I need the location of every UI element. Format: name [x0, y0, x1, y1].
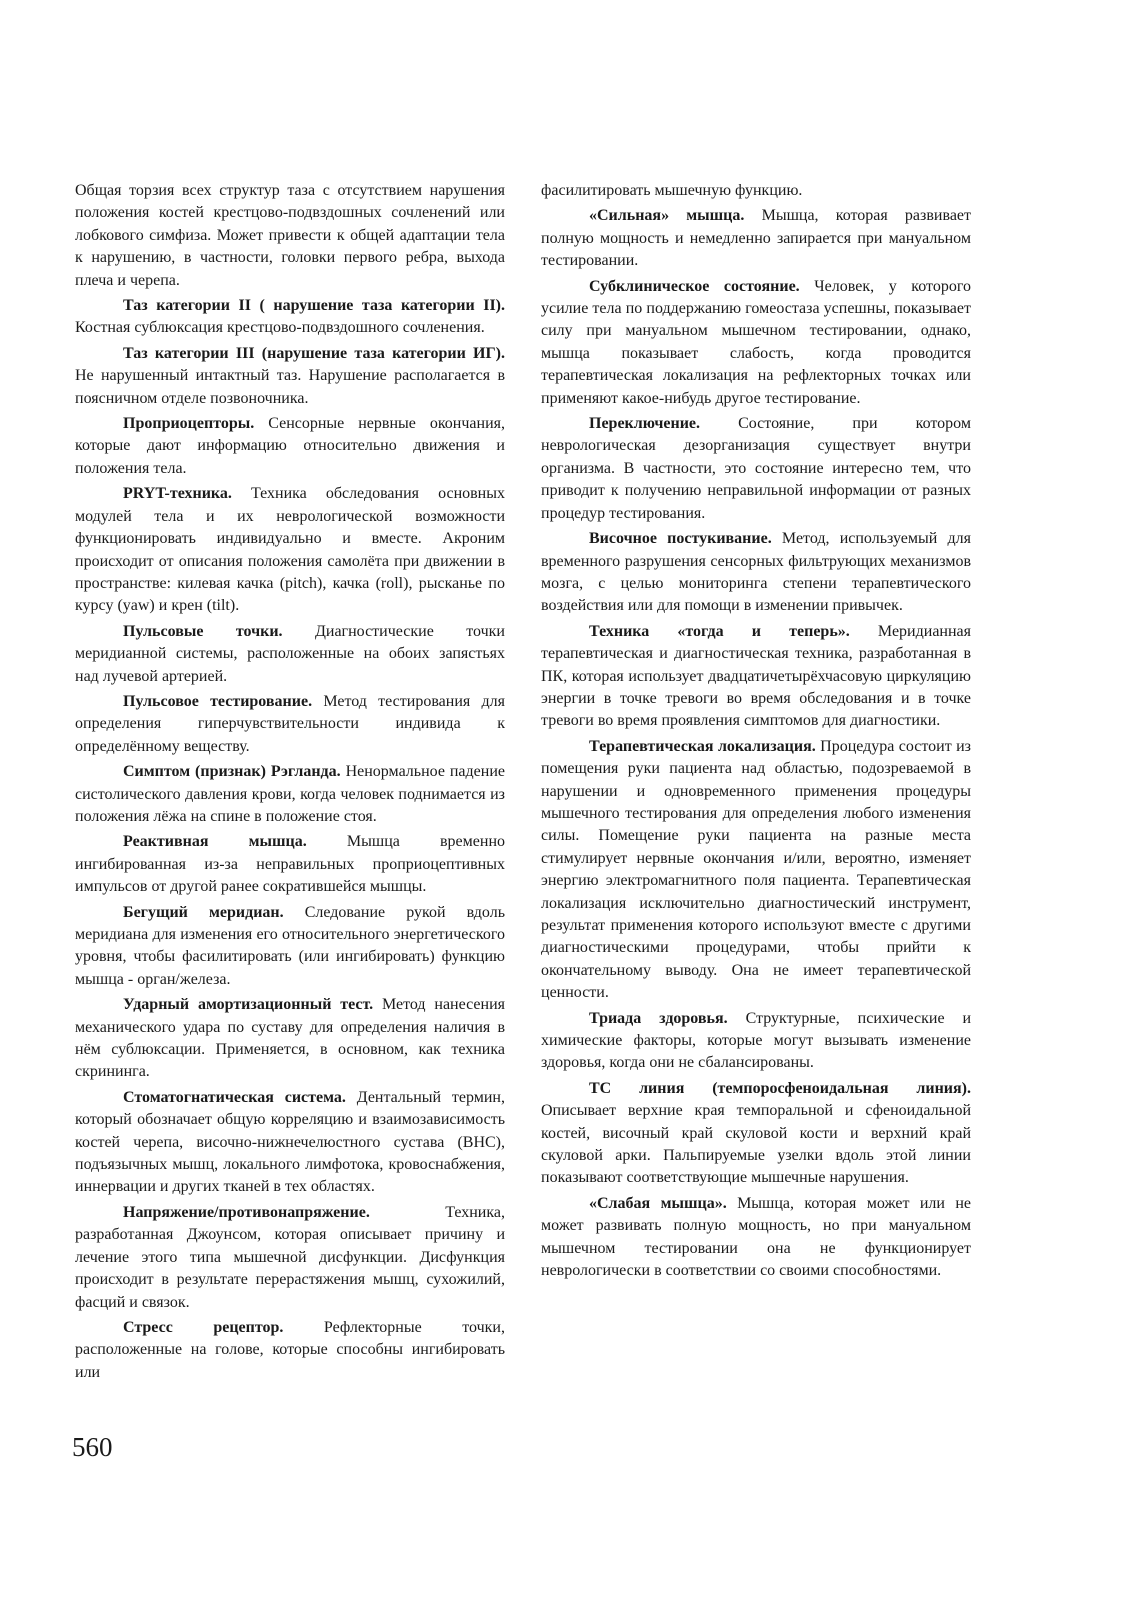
glossary-definition: Костная сублюксация крестцово-подвздошного сочленения.: [75, 319, 485, 337]
glossary-entry: [75, 902, 505, 992]
glossary-entry: [75, 483, 505, 617]
glossary-entry: [75, 295, 505, 340]
glossary-entry: [75, 413, 505, 480]
glossary-entry: [541, 1193, 971, 1283]
glossary-term: Ударный амортизационный тест.: [123, 996, 374, 1014]
glossary-entry: [541, 180, 971, 202]
glossary-definition: Описывает верхние края темпоральной и сфеноидальной костей, височный край скуловой кости и верхний край скуловой арки. Пальпируемые узелки вдоль этой линии показывают соответствующие мышечные нарушения.: [541, 1102, 971, 1187]
glossary-definition: Техника, разработанная Джоунсом, которая описывает причину и лечение этого типа мышечной дисфункции. Дисфункция происходит в результате перерастяжения мышц, сухожилий, фасций и связок.: [75, 1203, 505, 1311]
glossary-term: Стресс рецептор.: [123, 1318, 284, 1336]
glossary-definition: Сенсорные нервные окончания, которые дают информацию относительно движения и положения тела.: [75, 415, 505, 477]
glossary-term: Бегущий меридиан.: [123, 903, 284, 921]
glossary-term: «Сильная» мышца.: [589, 207, 745, 225]
glossary-entry: [541, 621, 971, 733]
glossary-definition: Следование рукой вдоль меридиана для изменения его относительного энергетического уровня, чтобы фасилитировать (или ингибировать) функцию мышца - орган/железа.: [75, 903, 505, 988]
glossary-entry: [541, 205, 971, 272]
glossary-term: Терапевтическая локализация.: [589, 737, 816, 755]
glossary-definition: фасилитировать мышечную функцию.: [541, 182, 803, 199]
glossary-term: Пульсовые точки.: [123, 622, 283, 640]
glossary-term: ТС линия (темпоросфеноидальная линия).: [589, 1079, 971, 1097]
glossary-definition: Структурные, психические и химические факторы, которые могут вызывать изменение здоровья, когда они не сбалансированы.: [541, 1009, 971, 1072]
glossary-term: Таз категории II ( нарушение таза категории II).: [123, 297, 505, 315]
glossary-entry: [75, 343, 505, 410]
glossary-definition: Человек, у которого усилие тела по поддержанию гомеостаза успешны, показывает силу при мануальном мышечном тестировании, однако, мышца показывает слабость, когда проводится терапевтическая локализация на рефлекторных точках или применяют какое-нибудь другое тестирование.: [541, 277, 971, 407]
glossary-term: «Слабая мышца».: [589, 1194, 727, 1212]
glossary-entry: [75, 761, 505, 828]
page-number: 560: [72, 1432, 113, 1462]
glossary-definition: Состояние, при котором неврологическая дезорганизация существует внутри организма. В частности, это состояние интересно тем, что приводит к получению неправильной информации от разных процедур тестирования.: [541, 415, 971, 522]
glossary-term: PRYT-техника.: [123, 485, 232, 503]
right-column: [541, 180, 971, 1286]
glossary-entry: [541, 276, 971, 410]
glossary-term: Височное постукивание.: [589, 530, 772, 548]
glossary-entry: [75, 1087, 505, 1199]
glossary-definition: Техника обследования основных модулей тела и их неврологической возможности функционировать индивидуально и вместе. Акроним происходит от описания положения самолёта при движении в пространстве: килевая качка (pitch), качка (roll), рысканье по курсу (yaw) и крен (tilt).: [75, 485, 505, 615]
glossary-entry: [541, 1008, 971, 1075]
glossary-definition: Метод нанесения механического удара по суставу для определения наличия в нём сублюксации. Применяется, в основном, как техника скрининга.: [75, 996, 505, 1081]
glossary-definition: Процедура состоит из помещения руки пациента над областью, подозреваемой в нарушении и одновременного применения процедуры мышечного тестирования для определения любого изменения силы. Помещение руки пациента на разные места стимулирует нервные окончания и/или, вероятно, изменяет энергию электромагнитного поля пациента. Терапевтическая локализация исключительно диагностический инструмент, результат применения которого используют вместе с другими диагностическими процедурами, чтобы прийти к окончательному выводу. Она не имеет терапевтической ценности.: [541, 737, 971, 1002]
glossary-definition: Дентальный термин, который обозначает общую корреляцию и взаимозависимость костей черепа, височно-нижнечелюстного сустава (ВНС), подъязычных мышц, локального лимфотока, кровоснабжения, иннервации и других тканей в тех областях.: [75, 1088, 505, 1196]
glossary-term: Стоматогнатическая система.: [123, 1088, 346, 1106]
glossary-term: Симптом (признак) Рэгланда.: [123, 763, 341, 781]
glossary-definition: Ненормальное падение систолического давления крови, когда человек поднимается из положения лёжа на спине в положение стоя.: [75, 763, 505, 825]
glossary-term: Проприоцепторы.: [123, 415, 255, 433]
glossary-term: Субклиническое состояние.: [589, 277, 800, 295]
glossary-entry: [75, 1202, 505, 1314]
glossary-definition: Мышца временно ингибированная из-за неправильных проприоцептивных импульсов от другой ранее сократившейся мышцы.: [75, 833, 506, 896]
glossary-term: Переключение.: [589, 415, 701, 433]
glossary-definition: Общая торзия всех структур таза с отсутствием нарушения положения костей крестцово-подвздошных сочленений или лобкового симфиза. Может привести к общей адаптации тела к нарушению, в частности, головки первого ребра, выхода плеча и черепа.: [75, 182, 505, 289]
glossary-entry: [75, 1317, 505, 1384]
glossary-definition: Метод, используемый для временного разрушения сенсорных фильтрующих механизмов мозга, с целью мониторинга степени терапевтического воздействия или для помощи в изменении привычек.: [541, 530, 971, 615]
glossary-entry: [75, 180, 505, 292]
glossary-definition: Меридианная терапевтическая и диагностическая техника, разработанная в ПК, которая использует двадцатичетырёхчасовую циркуляцию энергии в точке тревоги во время обследования и в точке тревоги во время проявления симптомов для диагностики.: [541, 622, 971, 730]
glossary-term: Реактивная мышца.: [123, 833, 307, 851]
glossary-entry: [541, 528, 971, 618]
glossary-definition: Не нарушенный интактный таз. Нарушение располагается в поясничном отделе позвоночника.: [75, 367, 505, 407]
glossary-term: Техника «тогда и теперь».: [589, 622, 850, 640]
glossary-definition: Мышца, которая развивает полную мощность и немедленно запирается при мануальном тестировании.: [541, 207, 972, 270]
glossary-entry: [75, 831, 505, 898]
glossary-definition: Диагностические точки меридианной системы, расположенные на обоих запястьях над лучевой артерией.: [75, 622, 505, 685]
glossary-term: Напряжение/противонапряжение.: [123, 1203, 370, 1221]
glossary-entry: [75, 691, 505, 758]
glossary-definition: Мышца, которая может или не может развивать полную мощность, но при мануальном мышечном тестировании она не функционирует неврологически в соответствии со своими способностями.: [541, 1194, 971, 1280]
glossary-entry: [541, 413, 971, 525]
left-column: [75, 180, 505, 1387]
glossary-entry: [541, 736, 971, 1005]
glossary-term: Таз категории III (нарушение таза категории ИГ).: [123, 344, 505, 362]
glossary-term: Триада здоровья.: [589, 1009, 728, 1027]
glossary-entry: [541, 1078, 971, 1190]
glossary-term: Пульсовое тестирование.: [123, 692, 313, 710]
glossary-definition: Метод тестирования для определения гиперчувствительности индивида к определённому веществу.: [75, 692, 505, 755]
glossary-entry: [75, 994, 505, 1084]
glossary-definition: Рефлекторные точки, расположенные на голове, которые способны ингибировать или: [75, 1318, 505, 1381]
glossary-entry: [75, 621, 505, 688]
